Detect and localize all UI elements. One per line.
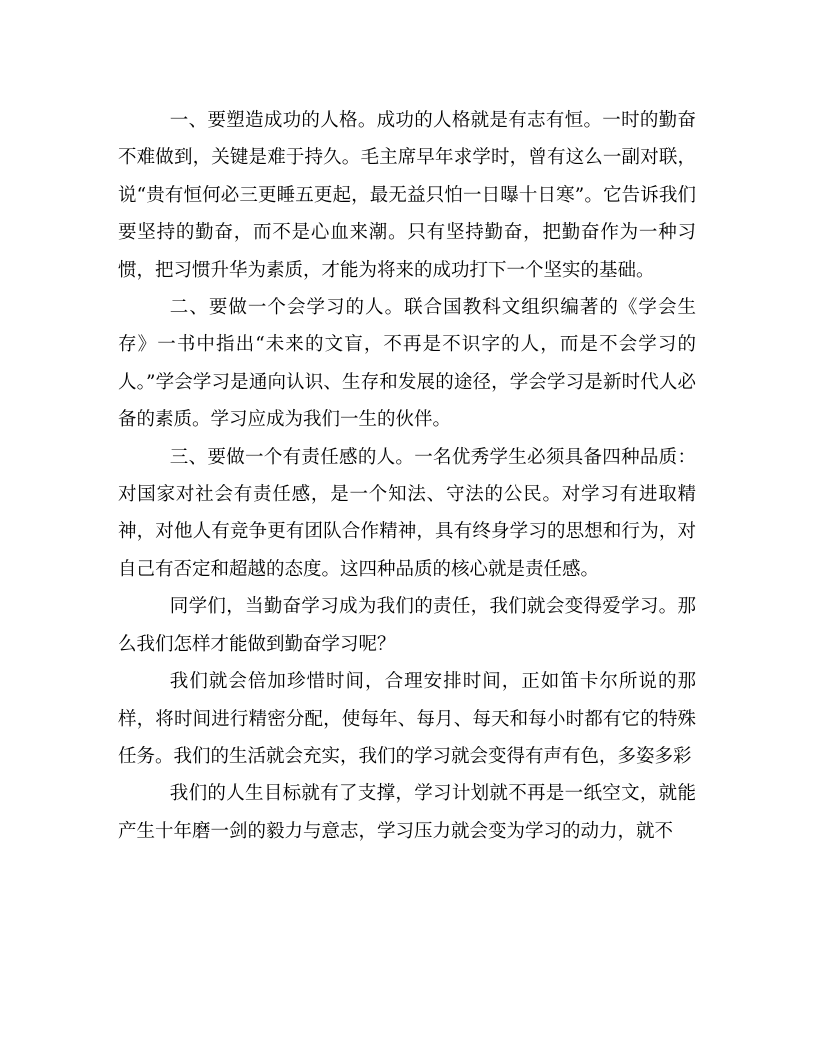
paragraph-2: 二、要做一个会学习的人。联合国教科文组织编著的《学会生存》一书中指出“未来的文盲，不再是不识字的人，而是不会学习的人。”学会学习是通向认识、生存和发展的途径，学会学习是新时代人必备的素质。学习应成为我们一生的伙伴。 (118, 297, 696, 431)
document-body (118, 102, 696, 850)
paragraph-1: 一、要塑造成功的人格。成功的人格就是有志有恒。一时的勤奋不难做到，关键是难于持久。毛主席早年求学时，曾有这么一副对联，说“贵有恒何必三更睡五更起，最无益只怕一日曝十日寒”。它告诉我们要坚持的勤奋，而不是心血来潮。只有坚持勤奋，把勤奋作为一种习惯，把习惯升华为素质，才能为将来的成功打下一个坚实的基础。 (118, 110, 696, 281)
paragraph-5: 我们就会倍加珍惜时间，合理安排时间，正如笛卡尔所说的那样，将时间进行精密分配，使每年、每月、每天和每小时都有它的特殊任务。我们的生活就会充实，我们的学习就会变得有声有色，多姿多彩 (118, 671, 696, 767)
paragraph-6: 我们的人生目标就有了支撑，学习计划就不再是一纸空文，就能产生十年磨一剑的毅力与意志，学习压力就会变为学习的动力，就不 (118, 783, 696, 842)
paragraph-3: 三、要做一个有责任感的人。一名优秀学生必须具备四种品质：对国家对社会有责任感，是一个知法、守法的公民。对学习有进取精神，对他人有竞争更有团队合作精神，具有终身学习的思想和行为，对自己有否定和超越的态度。这四种品质的核心就是责任感。 (118, 446, 696, 580)
paragraph-4: 同学们，当勤奋学习成为我们的责任，我们就会变得爱学习。那么我们怎样才能做到勤奋学习呢？ (118, 596, 696, 655)
